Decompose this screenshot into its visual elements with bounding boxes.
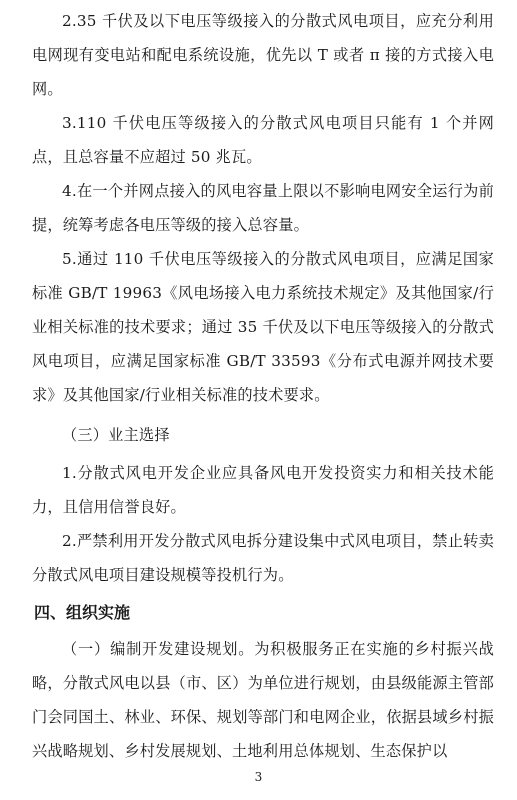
- paragraph-item-2: 2.35 千伏及以下电压等级接入的分散式风电项目，应充分利用电网现有变电站和配电系统设施，优先以 T 或者 π 接的方式接入电网。: [32, 12, 494, 98]
- subsection-title-owner-selection: （三）业主选择: [62, 426, 170, 444]
- paragraph-implementation-1: （一）编制开发建设规划。为积极服务正在实施的乡村振兴战略，分散式风电以县（市、区）为单位进行规划，由县级能源主管部门会同国土、林业、环保、规划等部门和电网企业，依据县域乡村振兴战略规划、乡村发展规划、土地利用总体规划、生态保护以: [32, 640, 494, 760]
- paragraph-item-5: 5.通过 110 千伏电压等级接入的分散式风电项目，应满足国家标准 GB/T 19963《风电场接入电力系统技术规定》及其他国家/行业相关标准的技术要求；通过 35 千伏及以下电压等级接入的分散式风电项目，应满足国家标准 GB/T 33593《分布式电源并网技术要求》及其他国家/行业相关标准的技术要求。: [32, 250, 494, 404]
- paragraph-item-3: 3.110 千伏电压等级接入的分散式风电项目只能有 1 个并网点，且总容量不应超过 50 兆瓦。: [32, 114, 494, 166]
- paragraph-owner-1: 1.分散式风电开发企业应具备风电开发投资实力和相关技术能力，且信用信誉良好。: [32, 464, 494, 516]
- paragraph-owner-2: 2.严禁利用开发分散式风电拆分建设集中式风电项目，禁止转卖分散式风电项目建设规模等投机行为。: [32, 532, 494, 584]
- page-number: 3: [254, 770, 263, 784]
- section-title-implementation: 四、组织实施: [34, 603, 131, 622]
- paragraph-item-4: 4.在一个并网点接入的风电容量上限以不影响电网安全运行为前提，统筹考虑各电压等级的接入总容量。: [32, 182, 494, 234]
